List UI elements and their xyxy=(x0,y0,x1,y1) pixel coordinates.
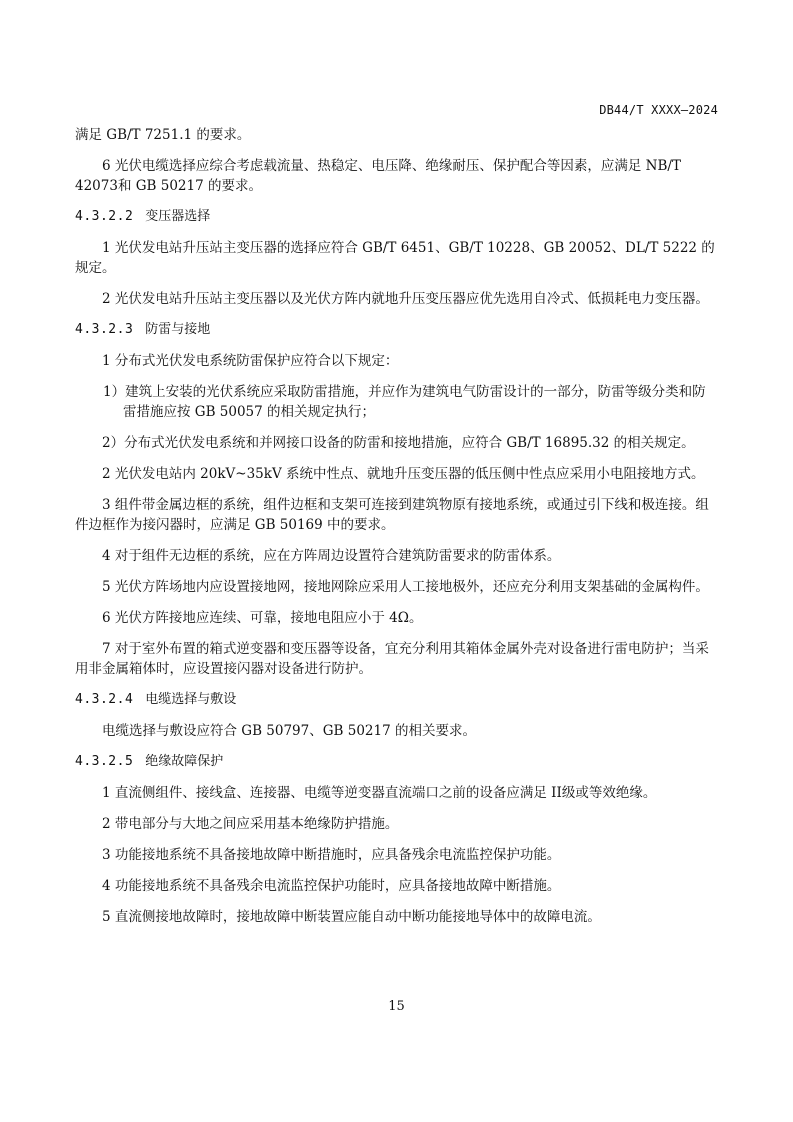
section-heading-4-3-2-5 xyxy=(75,752,718,772)
paragraph-lightning-4: 4 对于组件无边框的系统，应在方阵周边设置符合建筑防雷要求的防雷体系。 xyxy=(102,548,561,564)
section-heading-4-3-2-3 xyxy=(75,320,718,340)
section-title: 绝缘故障保护 xyxy=(145,754,224,769)
section-number: 4.3.2.4 xyxy=(75,692,134,707)
paragraph-transformer-2: 2 光伏发电站升压站主变压器以及光伏方阵内就地升压变压器应优先选用自冷式、低损耗电力变压器。 xyxy=(102,291,709,307)
paragraph-lightning-1: 1 分布式光伏发电系统防雷保护应符合以下规定： xyxy=(102,353,399,369)
section-title: 防雷与接地 xyxy=(145,322,211,337)
paragraph-transformer-1: 1 光伏发电站升压站主变压器的选择应符合 GB/T 6451、GB/T 10228、GB 20052、DL/T 5222 的规定。 xyxy=(75,240,715,276)
section-number: 4.3.2.3 xyxy=(75,322,134,337)
paragraph-lightning-1-item-2: 2）分布式光伏发电系统和并网接口设备的防雷和接地措施，应符合 GB/T 16895.32 的相关规定。 xyxy=(102,435,695,451)
paragraph-insulation-3: 3 功能接地系统不具备接地故障中断措施时，应具备残余电流监控保护功能。 xyxy=(102,847,561,863)
paragraph-insulation-2: 2 带电部分与大地之间应采用基本绝缘防护措施。 xyxy=(102,816,399,832)
paragraph-insulation-1: 1 直流侧组件、接线盒、连接器、电缆等逆变器直流端口之前的设备应满足 II级或等效绝缘。 xyxy=(102,785,657,801)
section-title: 变压器选择 xyxy=(145,209,211,224)
paragraph-lightning-2: 2 光伏发电站内 20kV~35kV 系统中性点、就地升压变压器的低压侧中性点应采用小电阻接地方式。 xyxy=(102,466,705,482)
paragraph-insulation-5: 5 直流侧接地故障时，接地故障中断装置应能自动中断功能接地导体中的故障电流。 xyxy=(102,909,601,925)
page-number: 15 xyxy=(388,999,405,1014)
document-code: DB44/T XXXX—2024 xyxy=(599,103,718,117)
section-title: 电缆选择与敷设 xyxy=(145,692,237,707)
document-body xyxy=(75,125,718,927)
paragraph-continuation: 满足 GB/T 7251.1 的要求。 xyxy=(75,127,251,143)
section-heading-4-3-2-2 xyxy=(75,207,718,227)
section-number: 4.3.2.2 xyxy=(75,209,134,224)
paragraph-insulation-4: 4 功能接地系统不具备残余电流监控保护功能时，应具备接地故障中断措施。 xyxy=(102,878,561,894)
paragraph-lightning-6: 6 光伏方阵接地应连续、可靠，接地电阻应小于 4Ω。 xyxy=(102,610,423,626)
paragraph-cable-selection: 6 光伏电缆选择应综合考虑载流量、热稳定、电压降、绝缘耐压、保护配合等因素，应满足 NB/T 42073和 GB 50217 的要求。 xyxy=(75,158,681,194)
paragraph-lightning-5: 5 光伏方阵场地内应设置接地网，接地网除应采用人工接地极外，还应充分利用支架基础的金属构件。 xyxy=(102,579,709,595)
paragraph-cable-laying: 电缆选择与敷设应符合 GB 50797、GB 50217 的相关要求。 xyxy=(102,723,476,739)
paragraph-lightning-1-item-1: 1）建筑上安装的光伏系统应采取防雷措施，并应作为建筑电气防雷设计的一部分，防雷等级分类和防雷措施应按 GB 50057 的相关规定执行； xyxy=(103,384,706,420)
section-number: 4.3.2.5 xyxy=(75,754,134,769)
paragraph-lightning-3: 3 组件带金属边框的系统，组件边框和支架可连接到建筑物原有接地系统，或通过引下线和极连接。组件边框作为接闪器时，应满足 GB 50169 中的要求。 xyxy=(75,497,709,533)
paragraph-lightning-7: 7 对于室外布置的箱式逆变器和变压器等设备，宜充分利用其箱体金属外壳对设备进行雷电防护；当采用非金属箱体时，应设置接闪器对设备进行防护。 xyxy=(75,641,709,677)
section-heading-4-3-2-4 xyxy=(75,690,718,710)
